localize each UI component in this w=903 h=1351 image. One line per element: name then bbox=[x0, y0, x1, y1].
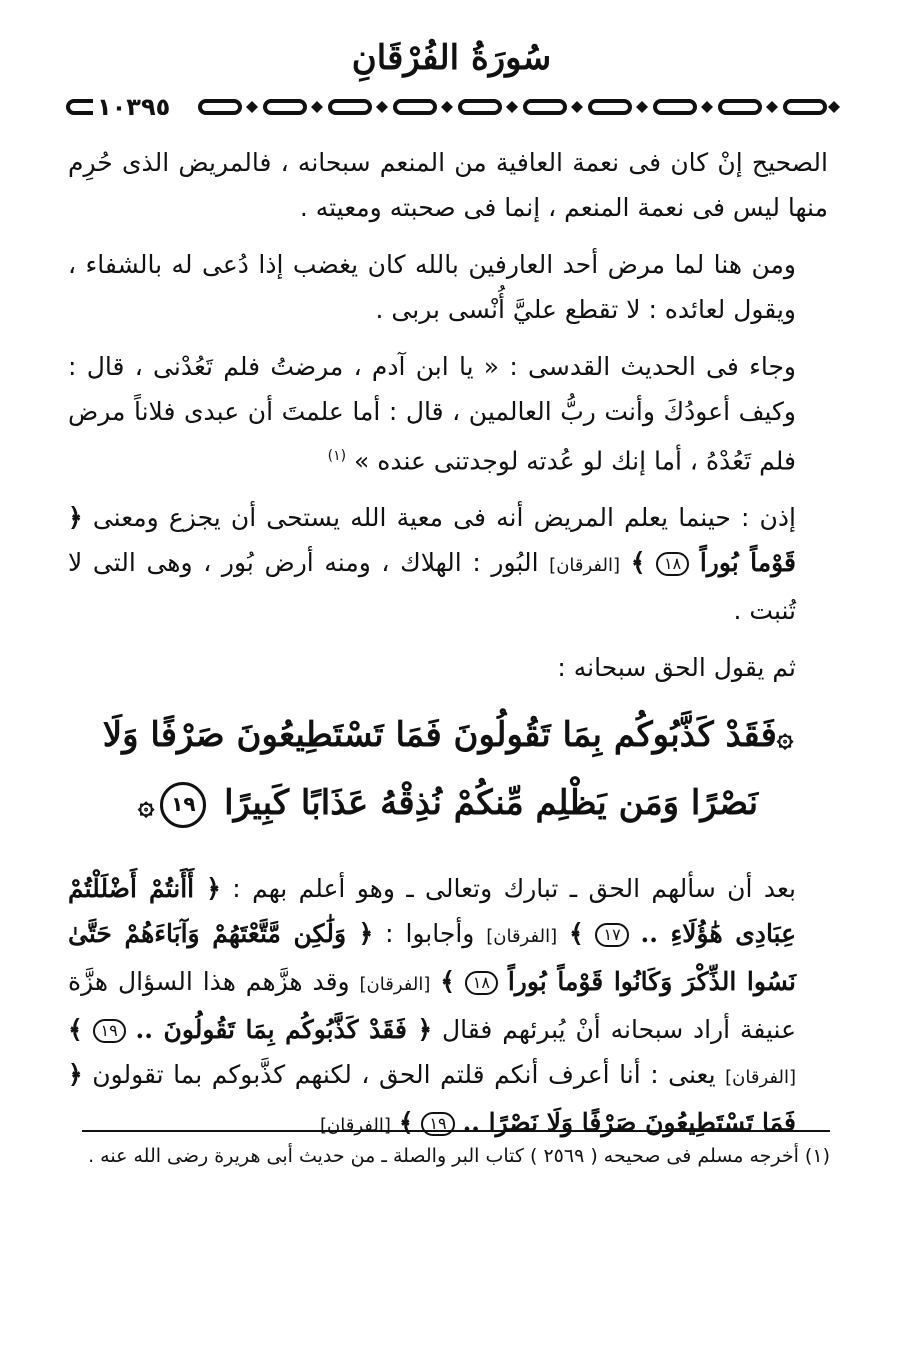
ayah-number: ١٨ bbox=[656, 552, 689, 576]
paragraph-4-text-a: إذن : حينما يعلم المريض أنه فى معية الله يستحى أن يجزع ومعنى bbox=[92, 503, 796, 533]
footnote-marker: (١) bbox=[327, 448, 347, 464]
quran-quote-2: ﴿ وَلَٰكِن مَّتَّعْتَهُمْ وَآبَاءَهُمْ حَتَّىٰ نَسُوا الذِّكْرَ وَكَانُوا قَوْماً بُوراً bbox=[68, 919, 797, 997]
quote-close: ﴾ bbox=[630, 548, 646, 578]
hadith-text: وجاء فى الحديث القدسى : « يا ابن آدم ، مرضتُ فلم تَعُدْنى ، قال : وكيف أعودُكَ وأنت ربُّ العالمين ، قال : أما علمتَ أن عبدى فلاناً مرض فلم تَعُدْهُ ، أما إنك لو عُدته لوجدتنى عنده » bbox=[68, 352, 796, 476]
verse-line-2 bbox=[68, 770, 828, 838]
commentary-text-4: يعنى : أنا أعرف أنكم قلتم الحق ، لكنهم كذَّبوكم بما تقولون bbox=[92, 1060, 716, 1090]
commentary-text-1: بعد أن سألهم الحق ـ تبارك وتعالى ـ وهو أعلم بهم : bbox=[232, 874, 796, 904]
quran-quote: ﴿ قَوْماً بُوراً bbox=[68, 503, 796, 578]
paragraph-3 bbox=[68, 344, 828, 483]
paragraph-2: ومن هنا لما مرض أحد العارفين بالله كان يغضب إذا دُعى له بالشفاء ، ويقول لعائده : لا تقطع عليَّ أُنْسى بربى . bbox=[68, 250, 796, 324]
surah-reference: [الفرقان] bbox=[549, 555, 621, 577]
ayah-number-4: ١٩ bbox=[421, 1112, 454, 1136]
paragraph-5: ثم يقول الحق سبحانه : bbox=[557, 653, 796, 683]
ayah-number-3: ١٩ bbox=[93, 1019, 126, 1043]
quran-quote-1: ﴿ أَأَنتُمْ أَضْلَلْتُمْ عِبَادِى هَٰؤُلَاءِ .. bbox=[68, 874, 797, 949]
paragraph-4-text-b: البُور : الهلاك ، ومنه أرض بُور ، وهى التى لا تُنبت . bbox=[68, 548, 796, 626]
footnote: (١) أخرجه مسلم فى صحيحه ( ٢٥٦٩ ) كتاب البر والصلة ـ من حديث أبى هريرة رضى الله عنه . bbox=[88, 1145, 830, 1167]
commentary-text-2: وأجابوا : bbox=[385, 919, 475, 949]
paragraph-4 bbox=[68, 495, 828, 633]
page-number: ١٠٣٩٥ bbox=[93, 93, 174, 121]
commentary-text-3: وقد هزَّهم هذا السؤال هزَّة عنيفة أراد سبحانه أنْ يُبرئهم فقال bbox=[68, 967, 797, 1045]
verse-open-ornament: ۞ bbox=[776, 720, 794, 754]
surah-reference-2: [الفرقان] bbox=[359, 974, 431, 996]
paragraph-1: الصحيح إنْ كان فى نعمة العافية من المنعم سبحانه ، فالمريض الذى حُرِم منها ليس فى نعمة المنعم ، إنما فى صحبته ومعيته . bbox=[68, 148, 828, 222]
quran-quote-3: ﴿ فَقَدْ كَذَّبُوكُم بِمَا تَقُولُونَ .. bbox=[135, 1015, 433, 1045]
quran-verse-block bbox=[68, 702, 828, 838]
verse-close-ornament: ۞ bbox=[137, 788, 155, 822]
verse-line-1-text: فَقَدْ كَذَّبُوكُم بِمَا تَقُولُونَ فَمَا تَسْتَطِيعُونَ صَرْفًا وَلَا bbox=[102, 715, 777, 756]
page-body bbox=[68, 140, 828, 1160]
decorative-border bbox=[60, 92, 840, 122]
surah-reference-3: [الفرقان] bbox=[725, 1067, 797, 1089]
verse-line-2-text: نَصْرًا وَمَن يَظْلِم مِّنكُمْ نُذِقْهُ عَذَابًا كَبِيرًا bbox=[224, 783, 759, 824]
ayah-number-1: ١٧ bbox=[595, 923, 628, 947]
surah-reference-4: [الفرقان] bbox=[319, 1115, 391, 1137]
surah-title: سُورَةُ الفُرْقَانِ bbox=[351, 38, 552, 78]
surah-reference-1: [الفرقان] bbox=[486, 926, 558, 948]
ayah-number-marker: ١٩ bbox=[160, 782, 206, 828]
commentary-paragraph: بعد أن سألهم الحق ـ تبارك وتعالى ـ وهو أعلم بهم : ﴿ أَأَنتُمْ أَضْلَلْتُمْ عِبَادِى هَٰؤُلَاءِ .. ١٧ ﴾ [الفرقان] وأجابوا : ﴿ وَلَٰكِن مَّتَّعْتَهُمْ وَآبَاءَهُمْ حَتَّىٰ نَسُوا الذِّكْرَ وَكَانُوا قَوْماً بُوراً ١٨ ﴾ [الفرقان] وقد هزَّهم هذا السؤال هزَّة عنيفة أراد سبحانه أنْ يُبرئهم فقال ﴿ فَقَدْ كَذَّبُوكُم بِمَا تَقُولُونَ .. ١٩ ﴾ [الفرقان] يعنى : أنا أعرف أنكم قلتم الحق ، لكنهم كذَّبوكم بما تقولون ﴿ فَمَا تَسْتَطِيعُونَ صَرْفًا وَلَا نَصْرًا .. ١٩ ﴾ [الفرقان] bbox=[68, 874, 797, 1138]
footnote-divider bbox=[82, 1130, 830, 1132]
quran-quote-4: ﴿ فَمَا تَسْتَطِيعُونَ صَرْفًا وَلَا نَصْرًا .. bbox=[68, 1060, 796, 1138]
verse-line-1 bbox=[68, 702, 828, 770]
ayah-number-2: ١٨ bbox=[465, 971, 498, 995]
